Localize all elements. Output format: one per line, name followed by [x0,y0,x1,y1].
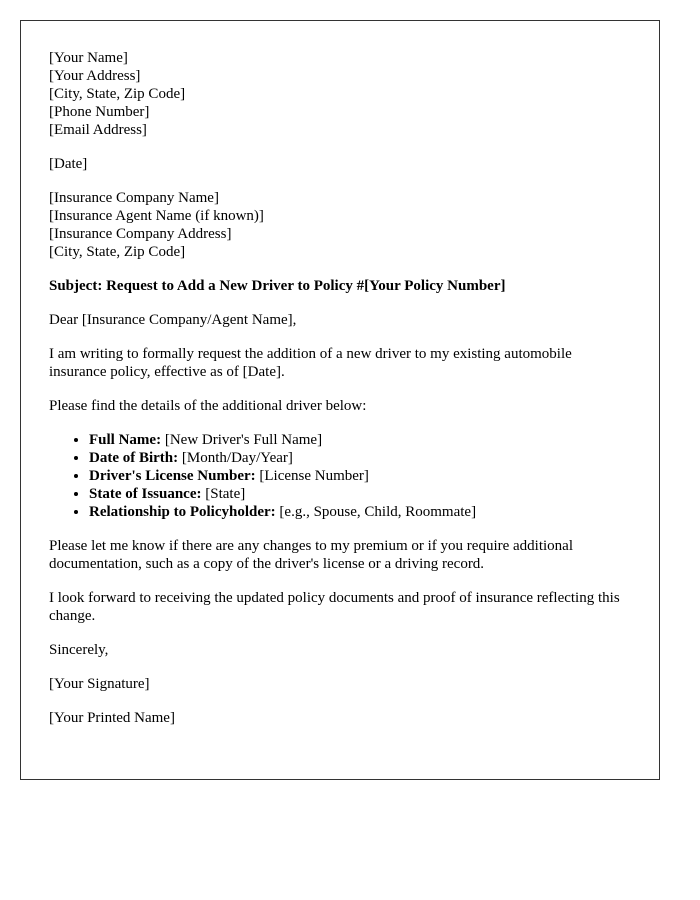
list-item [89,449,631,467]
detail-value: [Month/Day/Year] [178,450,293,466]
changes-paragraph: Please let me know if there are any changes to my premium or if you require additional documentation, such as a copy of the driver's license or a driving record. [49,538,573,572]
detail-value: [State] [201,486,246,502]
signature-line: [Your Signature] [49,676,150,692]
recipient-company: [Insurance Company Name] [49,190,219,206]
letter-date: [Date] [49,156,88,172]
closing-note-paragraph: I look forward to receiving the updated policy documents and proof of insurance reflecting this change. [49,590,620,624]
detail-label: Relationship to Policyholder: [89,504,276,520]
list-item [89,485,631,503]
intro-paragraph: I am writing to formally request the addition of a new driver to my existing automobile insurance policy, effective as of [Date]. [49,346,572,380]
details-lead-paragraph: Please find the details of the additional driver below: [49,398,367,414]
sender-name: [Your Name] [49,50,128,66]
detail-value: [e.g., Spouse, Child, Roommate] [275,504,477,520]
recipient-block [49,189,631,261]
detail-value: [New Driver's Full Name] [161,432,323,448]
printed-name-line: [Your Printed Name] [49,710,175,726]
recipient-city-state-zip: [City, State, Zip Code] [49,244,186,260]
recipient-address: [Insurance Company Address] [49,226,232,242]
letter-document [20,20,660,780]
sender-address: [Your Address] [49,68,141,84]
recipient-agent: [Insurance Agent Name (if known)] [49,208,264,224]
valediction: Sincerely, [49,642,109,658]
sender-phone: [Phone Number] [49,104,150,120]
list-item [89,503,631,521]
driver-details-list [49,431,631,521]
detail-value: [License Number] [255,468,369,484]
subject-line: Subject: Request to Add a New Driver to Policy #[Your Policy Number] [49,278,506,294]
list-item [89,467,631,485]
detail-label: State of Issuance: [89,486,202,502]
detail-label: Full Name: [89,432,162,448]
sender-email: [Email Address] [49,122,147,138]
sender-city-state-zip: [City, State, Zip Code] [49,86,186,102]
list-item [89,431,631,449]
salutation: Dear [Insurance Company/Agent Name], [49,312,297,328]
sender-block [49,49,631,139]
detail-label: Driver's License Number: [89,468,256,484]
detail-label: Date of Birth: [89,450,179,466]
